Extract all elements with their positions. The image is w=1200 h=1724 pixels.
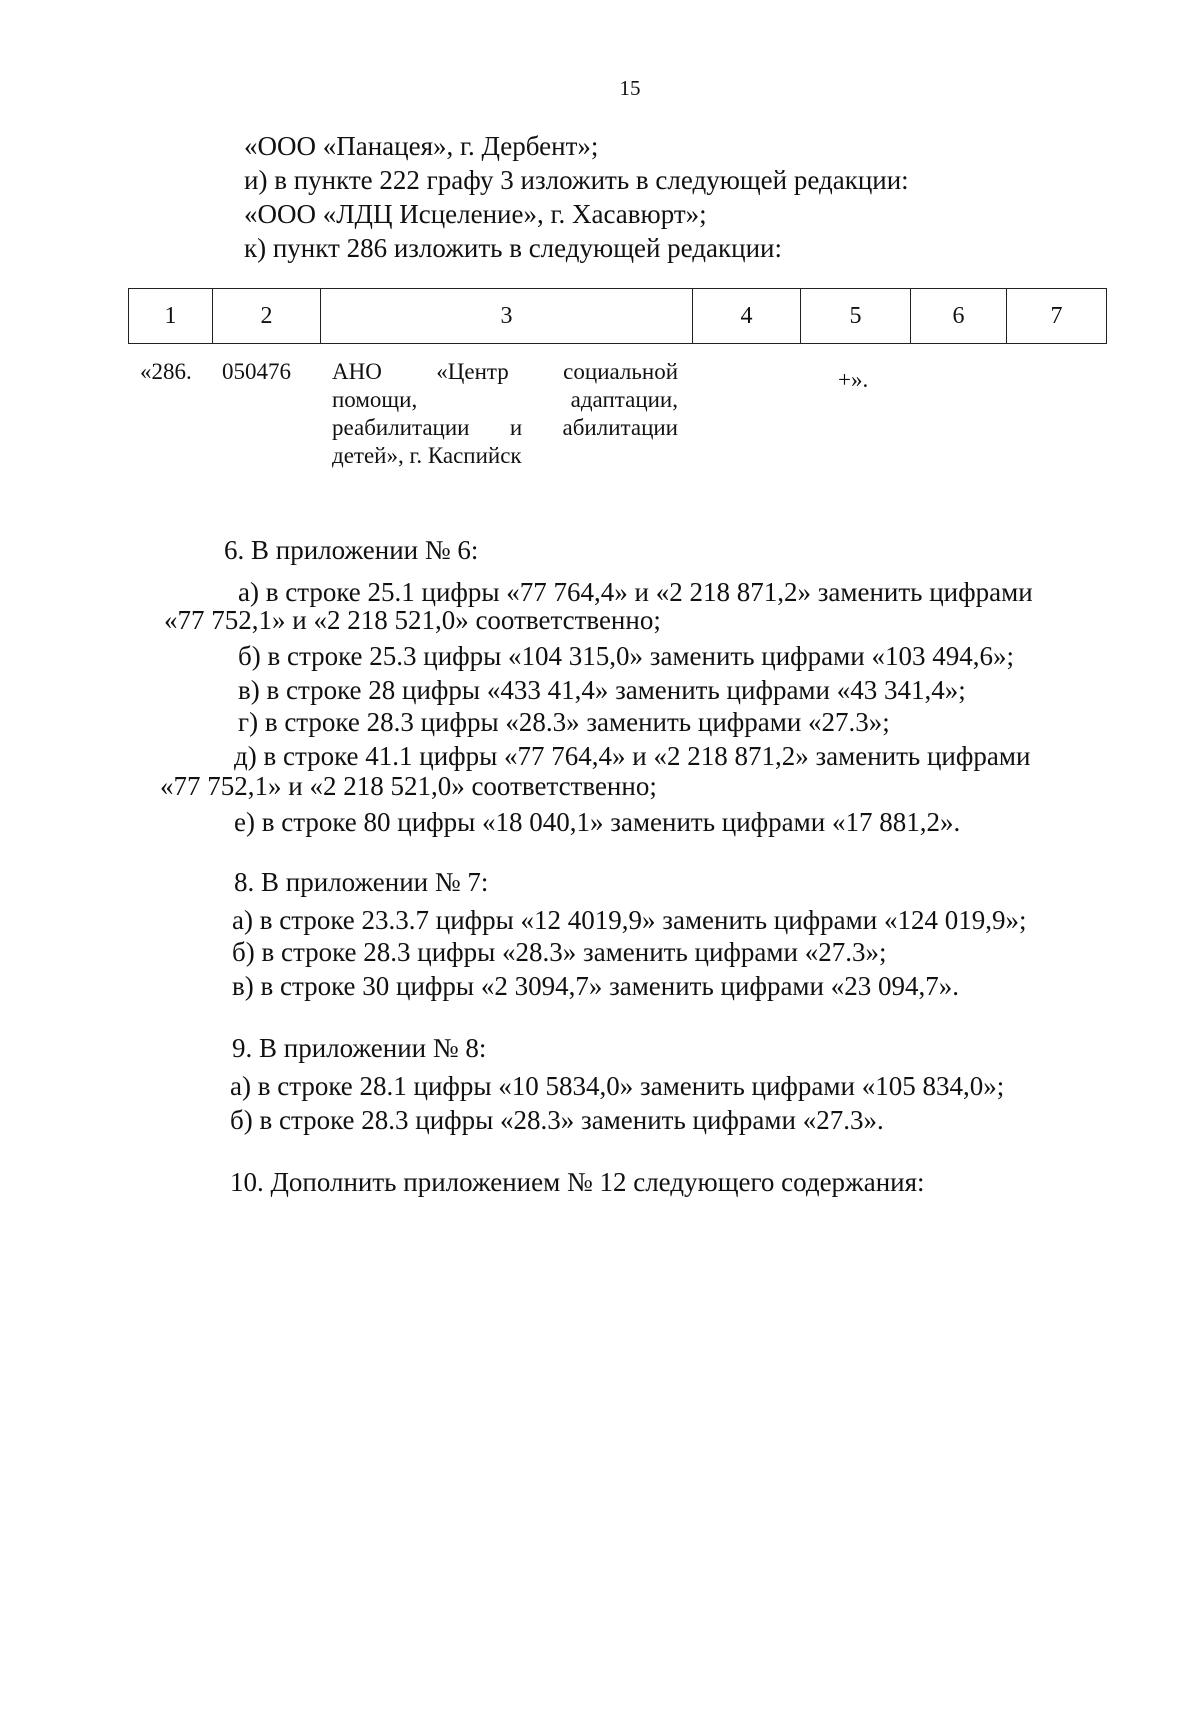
table-row-col5: +».	[838, 367, 869, 392]
section-8-item-b: б) в строке 28.3 цифры «28.3» заменить цифрами «27.3»;	[232, 937, 887, 967]
table-header-cell: 4	[693, 289, 801, 344]
section-9-title: 9. В приложении № 8:	[232, 1033, 487, 1063]
section-6-item-d-line1: д) в строке 41.1 цифры «77 764,4» и «2 218 871,2» заменить цифрами	[234, 741, 1031, 771]
amendment-table	[128, 288, 1107, 344]
table-row-organization-name	[332, 358, 678, 470]
section-6-title: 6. В приложении № 6:	[224, 535, 479, 565]
section-9-item-b: б) в строке 28.3 цифры «28.3» заменить цифрами «27.3».	[230, 1105, 884, 1135]
page-number: 15	[619, 76, 641, 100]
organization-name-line: АНО «Центр социальной	[332, 359, 678, 384]
section-9-item-a: а) в строке 28.1 цифры «10 5834,0» заменить цифрами «105 834,0»;	[230, 1071, 1005, 1101]
section-6-item-b: б) в строке 25.3 цифры «104 315,0» заменить цифрами «103 494,6»;	[238, 641, 1014, 671]
table-header-cell: 7	[1007, 289, 1107, 344]
organization-name-line: помощи, адаптации,	[332, 387, 678, 412]
intro-line-1: «ООО «Панацея», г. Дербент»;	[244, 131, 599, 161]
section-6-item-a-line1: а) в строке 25.1 цифры «77 764,4» и «2 218 871,2» заменить цифрами	[238, 577, 1033, 607]
table-row-number: «286.	[140, 359, 192, 384]
organization-name-line: реабилитации и абилитации	[332, 415, 678, 440]
organization-name-line: детей», г. Каспийск	[332, 443, 522, 468]
intro-line-4: к) пункт 286 изложить в следующей редакции:	[244, 233, 782, 263]
section-8-item-a: а) в строке 23.3.7 цифры «12 4019,9» заменить цифрами «124 019,9»;	[232, 905, 1027, 935]
section-10-title: 10. Дополнить приложением № 12 следующего содержания:	[230, 1167, 925, 1197]
section-6-item-v: в) в строке 28 цифры «433 41,4» заменить цифрами «43 341,4»;	[238, 675, 966, 705]
table-header-cell: 5	[801, 289, 911, 344]
section-6-item-e: е) в строке 80 цифры «18 040,1» заменить цифрами «17 881,2».	[234, 807, 961, 837]
intro-line-2: и) в пункте 222 графу 3 изложить в следующей редакции:	[244, 165, 909, 195]
table-header-cell: 1	[129, 289, 213, 344]
section-8-item-v: в) в строке 30 цифры «2 3094,7» заменить цифрами «23 094,7».	[232, 971, 959, 1001]
table-header-cell: 6	[911, 289, 1007, 344]
table-row-code: 050476	[222, 359, 291, 384]
section-6-item-g: г) в строке 28.3 цифры «28.3» заменить цифрами «27.3»;	[238, 707, 890, 737]
table-header-cell: 2	[213, 289, 321, 344]
table-header-cell: 3	[321, 289, 693, 344]
table-header-row	[129, 289, 1107, 344]
section-6-item-a-line2: «77 752,1» и «2 218 521,0» соответственно;	[164, 605, 661, 635]
intro-line-3: «ООО «ЛДЦ Исцеление», г. Хасавюрт»;	[244, 199, 707, 229]
section-6-item-d-line2: «77 752,1» и «2 218 521,0» соответственно;	[160, 771, 657, 801]
section-8-title: 8. В приложении № 7:	[234, 867, 489, 897]
